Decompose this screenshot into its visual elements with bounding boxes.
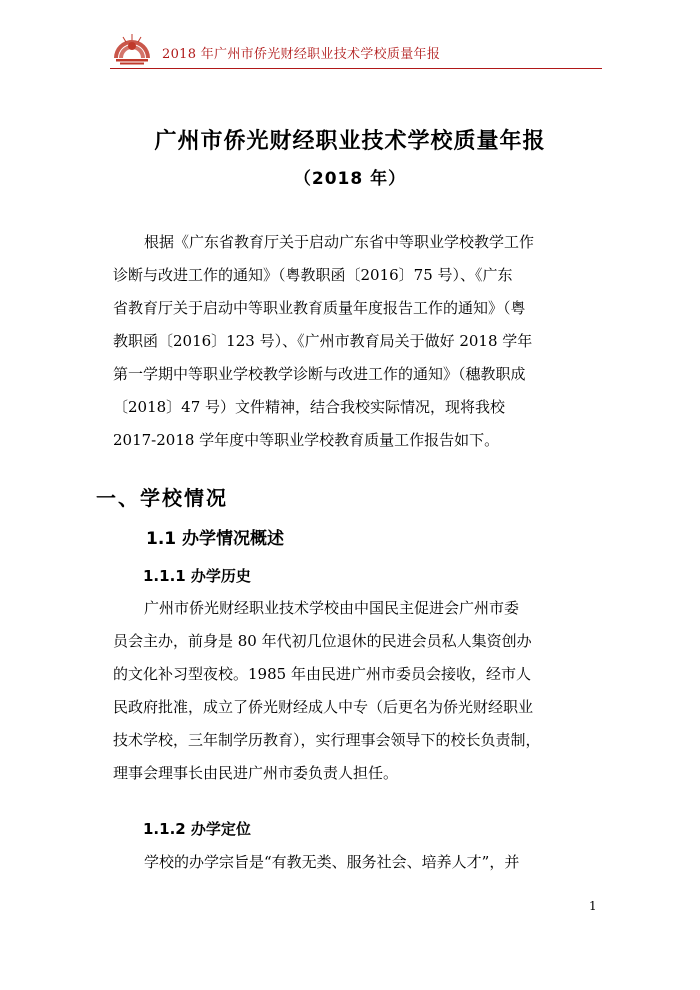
- paragraph-line: 广州市侨光财经职业技术学校由中国民主促进会广州市委: [144, 599, 520, 617]
- page-header: [110, 32, 602, 69]
- paragraph-line: 学校的办学宗旨是“有教无类、服务社会、培养人才”，并: [144, 853, 520, 871]
- paragraph-line: 员会主办，前身是 80 年代初几位退休的民进会员私人集资创办: [113, 632, 532, 650]
- section-heading: 一、学校情况: [96, 486, 228, 510]
- paragraph-line: 诊断与改进工作的通知》（粤教职函〔2016〕75 号）、《广东: [113, 266, 513, 284]
- subsubsection-heading: 1.1.1 办学历史: [143, 567, 251, 585]
- subsection-heading: 1.1 办学情况概述: [146, 529, 285, 549]
- document-title: 广州市侨光财经职业技术学校质量年报: [154, 129, 546, 154]
- paragraph-line: 第一学期中等职业学校教学诊断与改进工作的通知》（穗教职成: [113, 365, 526, 383]
- intro-paragraph: [113, 226, 597, 457]
- paragraph-line: 〔2018〕47 号）文件精神，结合我校实际情况，现将我校: [113, 398, 506, 416]
- document-subtitle: （2018 年）: [293, 169, 407, 189]
- paragraph-line: 省教育厅关于启动中等职业教育质量年度报告工作的通知》（粤: [113, 299, 526, 317]
- school-logo-icon: [110, 32, 154, 66]
- paragraph-line: 技术学校，三年制学历教育），实行理事会领导下的校长负责制，: [113, 731, 541, 749]
- paragraph-line: 教职函〔2016〕123 号）、《广州市教育局关于做好 2018 学年: [113, 332, 533, 350]
- paragraph-line: 民政府批准，成立了侨光财经成人中专（后更名为侨光财经职业: [113, 698, 534, 716]
- paragraph-line: 根据《广东省教育厅关于启动广东省中等职业学校教学工作: [144, 233, 535, 251]
- subsubsection-heading: 1.1.2 办学定位: [143, 820, 251, 838]
- paragraph-line: 理事会理事长由民进广州市委负责人担任。: [113, 764, 399, 782]
- paragraph-line: 2017-2018 学年度中等职业学校教育质量工作报告如下。: [113, 431, 500, 449]
- history-paragraph: [113, 592, 597, 790]
- paragraph-line: 的文化补习型夜校。1985 年由民进广州市委员会接收，经市人: [113, 665, 531, 683]
- positioning-paragraph: [113, 846, 597, 879]
- header-title: 2018 年广州市侨光财经职业技术学校质量年报: [162, 47, 441, 62]
- page-number: 1: [589, 899, 597, 913]
